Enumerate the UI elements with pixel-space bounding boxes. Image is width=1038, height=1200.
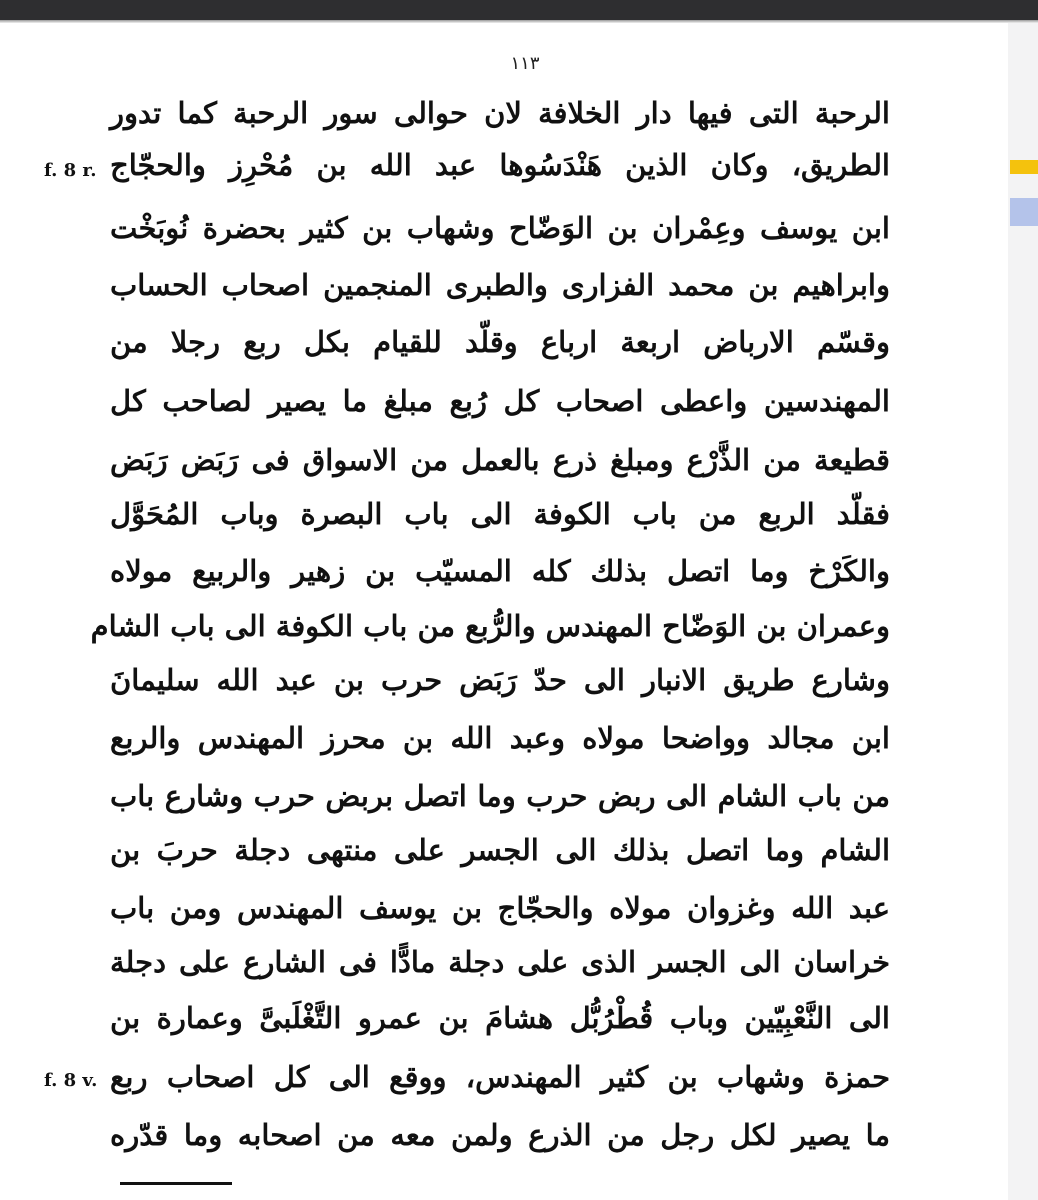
text-line: من باب الشام الى ربض حرب وما اتصل بربض حرب وشارع باب [110,779,890,813]
text-line: الى النَّعْبِيّين وباب قُطْرُبُّل هشامَ بن عمرو التَّغْلَبىَّ وعمارة بن [110,1001,890,1035]
text-line: وقسّم الارباض اربعة ارباع وقلّد للقيام بكل ربع رجلا من [110,325,890,359]
folio-note-verso: f. 8 v. [44,1070,98,1091]
text-line: ابن يوسف وعِمْران بن الوَضّاح وشهاب بن كثير بحضرة نُوبَخْت [110,211,890,245]
text-line: الرحبة التى فيها دار الخلافة لان حوالى سور الرحبة كما تدور [110,96,890,130]
text-line: ما يصير لكل رجل من الذرع ولمن معه من اصحابه وما قدّره [110,1118,890,1152]
text-line: عبد الله وغزوان مولاه والحجّاج بن يوسف المهندس ومن باب [110,891,890,925]
highlight-marker-yellow[interactable] [1010,160,1038,174]
text-line: المهندسين واعطى اصحاب كل رُبع مبلغ ما يصير لصاحب كل [110,384,890,418]
page-number: ١١٣ [510,53,540,74]
text-line: وشارع طريق الانبار الى حدّ رَبَض حرب بن عبد الله سليمانَ [110,663,890,697]
folio-note-recto: f. 8 r. [44,160,97,181]
footnote-rule [120,1182,232,1185]
text-line: والكَرْخ وما اتصل بذلك كله المسيّب بن زهير والربيع مولاه [110,554,890,588]
text-line: حمزة وشهاب بن كثير المهندس، ووقع الى كل اصحاب ربع [110,1060,890,1094]
text-line: الطريق، وكان الذين هَنْدَسُوها عبد الله بن مُحْرِز والحجّاج [110,148,890,182]
text-line: الشام وما اتصل بذلك الى الجسر على منتهى دجلة حربَ بن [110,833,890,867]
text-line: فقلّد الربع من باب الكوفة الى باب البصرة وباب المُحَوَّل [110,497,890,531]
text-line: وعمران بن الوَضّاح المهندس والرُّبع من باب الكوفة الى باب الشام [90,609,890,643]
text-line: قطيعة من الذَّرْع ومبلغ ذرع بالعمل من الاسواق فى رَبَض رَبَض [110,443,890,477]
highlight-marker-blue[interactable] [1010,198,1038,226]
text-line: ابن مجالد وواضحا مولاه وعبد الله بن محرز المهندس والربع [110,721,890,755]
text-line: خراسان الى الجسر الذى على دجلة مادًّا فى الشارع على دجلة [110,945,890,979]
text-line: وابراهيم بن محمد الفزارى والطبرى المنجمين اصحاب الحساب [110,268,890,302]
viewer-top-bar [0,0,1038,20]
